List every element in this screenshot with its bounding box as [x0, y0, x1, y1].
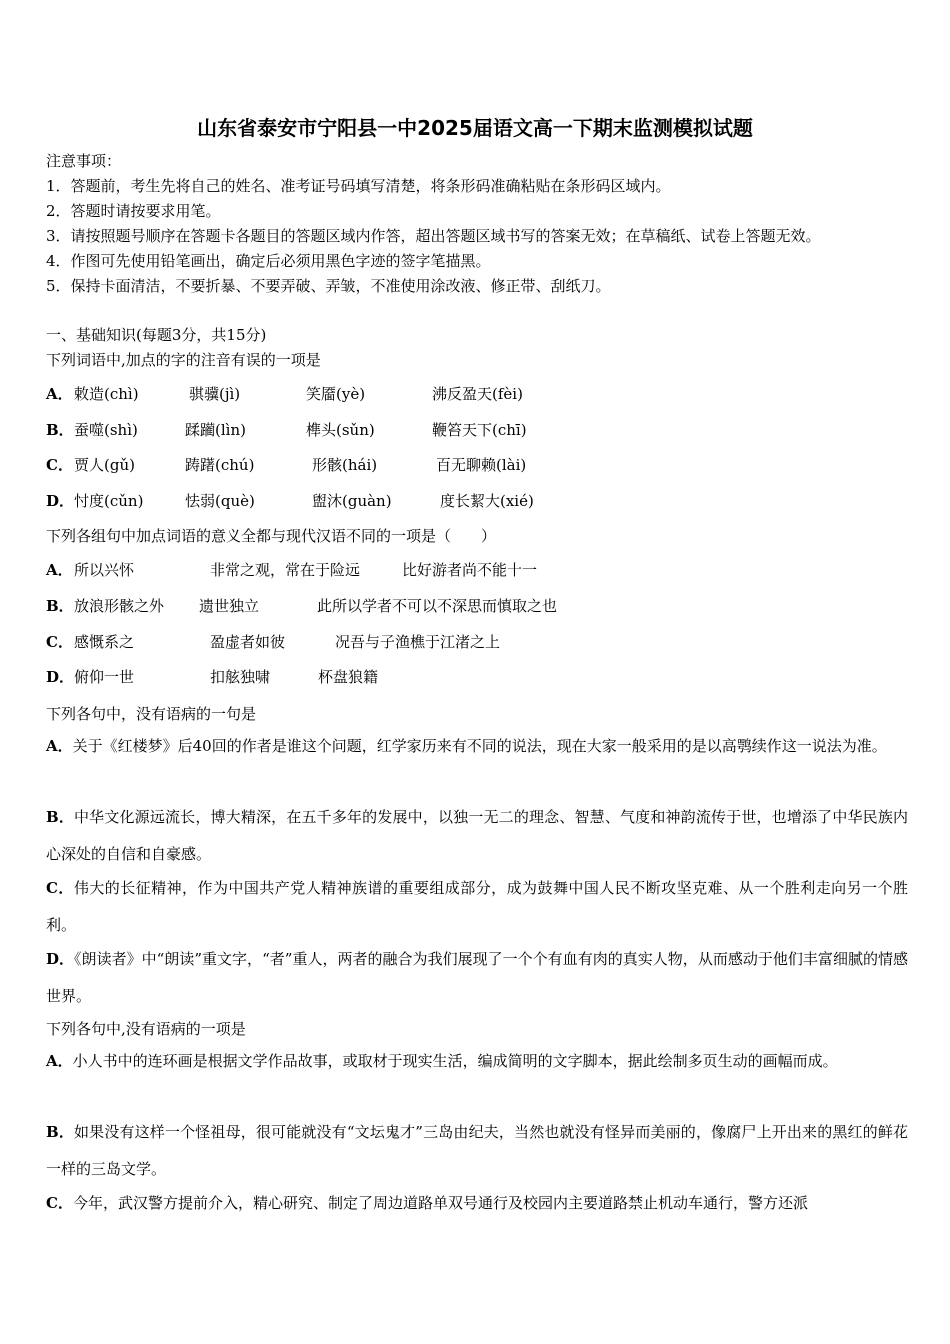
question-stem: 下列各句中,没有语病的一项是 — [46, 1020, 246, 1038]
option-paragraph — [46, 1043, 908, 1080]
option-text: 关于《红楼梦》后40回的作者是谁这个问题，红学家历来有不同的说法，现在大家一般采用的是以高鹗续作这一说法为准。 — [72, 737, 887, 755]
section-heading: 一、基础知识(每题3分，共15分) — [46, 326, 267, 344]
option-item: 百无聊赖(lài) — [436, 456, 527, 474]
notice-item: 1．答题前，考生先将自己的姓名、准考证号码填写清楚，将条形码准确粘贴在条形码区域内。 — [46, 177, 671, 195]
option-item: 扣舷独啸 — [210, 668, 271, 686]
option-label: A． — [46, 561, 73, 579]
option-paragraph — [46, 941, 908, 1015]
option-item: 放浪形骸之外 — [74, 597, 165, 615]
option-item: 所以兴怀 — [74, 561, 135, 579]
option-label: B． — [46, 1123, 74, 1141]
option-text: 今年，武汉警方提前介入，精心研究、制定了周边道路单双号通行及校园内主要道路禁止机动车通行，警方还派 — [72, 1194, 808, 1212]
option-item: 形骸(hái) — [312, 456, 378, 474]
notice-item: 5．保持卡面清洁，不要折暴、不要弄破、弄皱，不准使用涂改液、修正带、刮纸刀。 — [46, 277, 611, 295]
option-item: 鞭笞天下(chī) — [432, 421, 527, 439]
notice-heading: 注意事项： — [46, 152, 122, 170]
question-stem: 下列词语中,加点的字的注音有误的一项是 — [46, 351, 321, 369]
option-text: 如果没有这样一个怪祖母，很可能就没有“文坛鬼才”三岛由纪夫，当然也就没有怪异而美丽的，像腐尸上开出来的黑红的鲜花一样的三岛文学。 — [46, 1123, 908, 1178]
question-stem: 下列各组句中加点词语的意义全都与现代汉语不同的一项是（ ） — [46, 527, 497, 545]
option-item: 盥沐(guàn) — [312, 492, 392, 510]
option-label: D． — [46, 492, 75, 510]
option-paragraph — [46, 799, 908, 873]
option-item: 遗世独立 — [199, 597, 260, 615]
option-item: 踌躇(chú) — [185, 456, 255, 474]
option-item: 俯仰一世 — [74, 668, 135, 686]
option-item: 蚕噬(shì) — [74, 421, 138, 439]
option-item: 蹂躏(lìn) — [185, 421, 246, 439]
page-title: 山东省泰安市宁阳县一中2025届语文高一下期末监测模拟试题 — [197, 116, 753, 140]
option-text: 《朗读者》中“朗读”重文字，“者”重人，两者的融合为我们展现了一个个有血有肉的真实人物，从而感动于他们丰富细腻的情感世界。 — [46, 950, 908, 1005]
option-item: 此所以学者不可以不深思而慎取之也 — [317, 597, 558, 615]
option-item: 笑靥(yè) — [306, 385, 366, 403]
notice-item: 4．作图可先使用铅笔画出，确定后必须用黑色字迹的签字笔描黑。 — [46, 252, 491, 270]
option-item: 贾人(gǔ) — [74, 456, 135, 474]
option-item: 骐骥(jì) — [189, 385, 241, 403]
option-item: 忖度(cǔn) — [74, 492, 144, 510]
option-item: 非常之观，常在于险远 — [210, 561, 361, 579]
option-paragraph — [46, 728, 908, 765]
notice-item: 2．答题时请按要求用笔。 — [46, 202, 221, 220]
option-label: A． — [46, 1052, 73, 1070]
option-paragraph — [46, 870, 908, 944]
option-label: A． — [46, 385, 73, 403]
option-item: 度长絜大(xié) — [440, 492, 534, 510]
option-item: 杯盘狼籍 — [318, 668, 379, 686]
option-label: A． — [46, 737, 73, 755]
option-item: 怯弱(què) — [185, 492, 255, 510]
option-item: 榫头(sǔn) — [306, 421, 375, 439]
option-paragraph — [46, 1114, 908, 1188]
option-label: B． — [46, 421, 74, 439]
option-label: B． — [46, 597, 74, 615]
option-item: 比好游者尚不能十一 — [402, 561, 538, 579]
question-stem: 下列各句中，没有语病的一句是 — [46, 705, 257, 723]
option-item: 敕造(chì) — [74, 385, 139, 403]
option-paragraph — [46, 1185, 908, 1222]
option-label: C． — [46, 456, 73, 474]
option-text: 中华文化源远流长，博大精深，在五千多年的发展中，以独一无二的理念、智慧、气度和神韵流传于世，也增添了中华民族内心深处的自信和自豪感。 — [46, 808, 908, 863]
notice-item: 3．请按照题号顺序在答题卡各题目的答题区域内作答，超出答题区域书写的答案无效；在草稿纸、试卷上答题无效。 — [46, 227, 821, 245]
option-label: C． — [46, 633, 73, 651]
option-label: D． — [46, 668, 75, 686]
option-item: 沸反盈天(fèi) — [432, 385, 523, 403]
option-text: 伟大的长征精神，作为中国共产党人精神族谱的重要组成部分，成为鼓舞中国人民不断攻坚克难、从一个胜利走向另一个胜利。 — [46, 879, 908, 934]
option-item: 感慨系之 — [74, 633, 135, 651]
option-label: C． — [46, 1194, 73, 1212]
option-item: 盈虚者如彼 — [210, 633, 286, 651]
option-label: C． — [46, 879, 74, 897]
option-text: 小人书中的连环画是根据文学作品故事，或取材于现实生活，编成简明的文字脚本，据此绘制多页生动的画幅而成。 — [72, 1052, 838, 1070]
option-item: 况吾与子渔樵于江渚之上 — [335, 633, 501, 651]
option-label: D． — [46, 950, 75, 968]
option-label: B． — [46, 808, 75, 826]
